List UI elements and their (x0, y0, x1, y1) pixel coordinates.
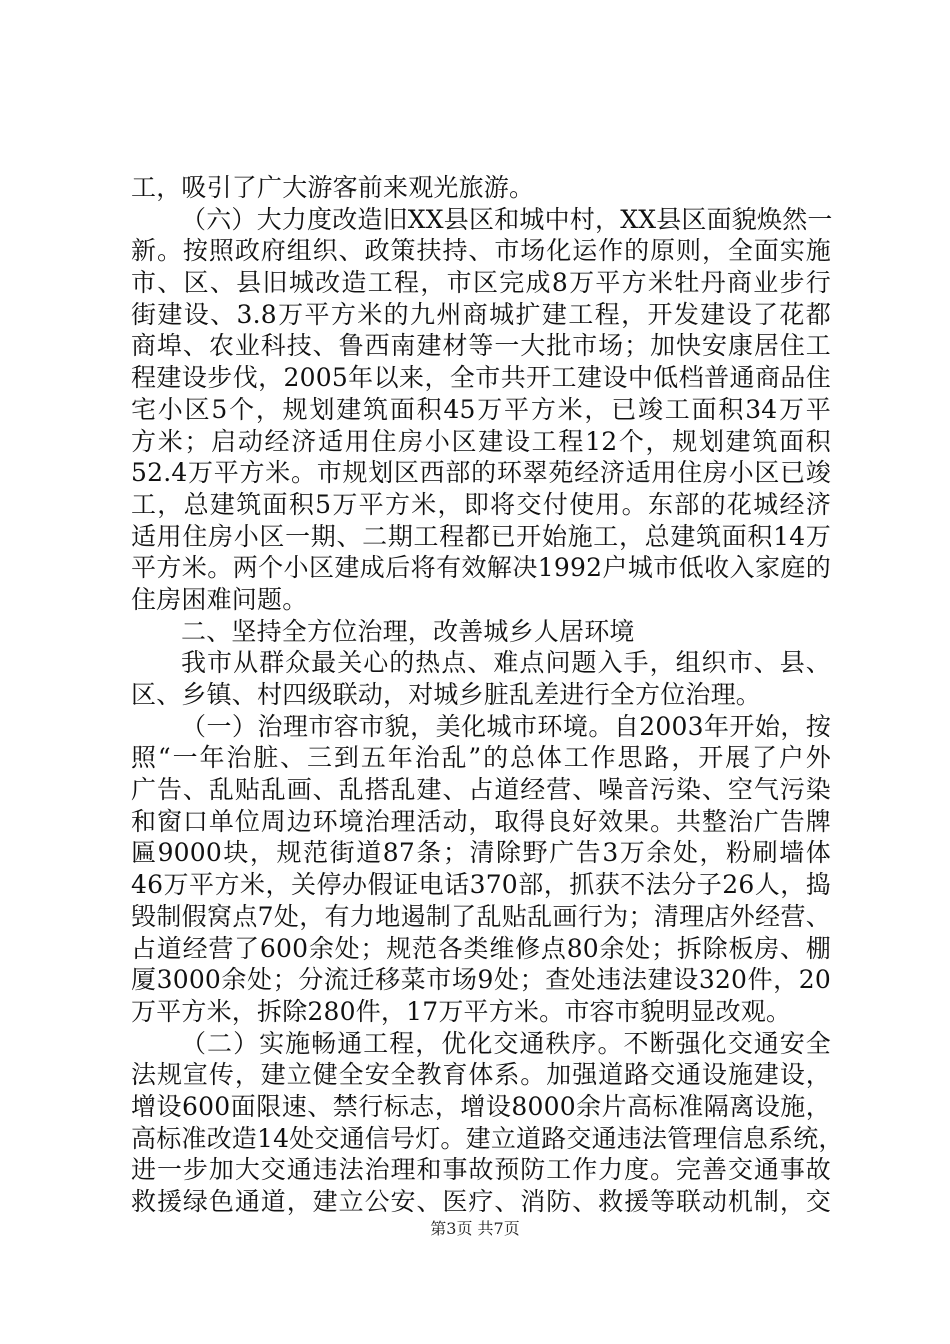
text-line: 宅小区5个，规划建筑面积45万平方米，已竣工面积34万平 (131, 394, 831, 424)
text-line: 工，吸引了广大游客前来观光旅游。 (131, 173, 535, 202)
text-line: 厦3000余处；分流迁移菜市场9处；查处违法建设320件，20 (131, 965, 831, 995)
text-line: 我市从群众最关心的热点、难点问题入手，组织市、县、 (181, 648, 831, 678)
text-line: 52.4万平方米。市规划区西部的环翠苑经济适用住房小区已竣 (131, 458, 831, 488)
text-line: 工，总建筑面积5万平方米，即将交付使用。东部的花城经济 (131, 489, 831, 519)
text-line: 救援绿色通道，建立公安、医疗、消防、救援等联动机制，交 (131, 1187, 831, 1216)
text-line: 程建设步伐，2005年以来，全市共开工建设中低档普通商品住 (131, 363, 831, 393)
text-line: 占道经营了600余处；规范各类维修点80余处；拆除板房、棚 (131, 933, 831, 963)
text-line: 二、坚持全方位治理，改善城乡人居环境 (181, 616, 635, 646)
text-line: 区、乡镇、村四级联动，对城乡脏乱差进行全方位治理。 (131, 680, 762, 709)
text-line: 46万平方米，关停办假证电话370部，抓获不法分子26人，捣 (131, 870, 831, 900)
text-line: 广告、乱贴乱画、乱搭乱建、占道经营、噪音污染、空气污染 (131, 775, 831, 805)
text-line: 市、区、县旧城改造工程，市区完成8万平方米牡丹商业步行 (131, 268, 831, 298)
text-line: 增设600面限速、禁行标志，增设8000余片高标准隔离设施， (131, 1091, 831, 1121)
text-line: （一）治理市容市貌，美化城市环境。自2003年开始，按 (181, 711, 831, 741)
page-number: 第3页 共7页 (430, 1219, 520, 1238)
text-line: 平方米。两个小区建成后将有效解决1992户城市低收入家庭的 (131, 553, 831, 583)
text-line: 进一步加大交通违法治理和事故预防工作力度。完善交通事故 (131, 1155, 831, 1185)
text-line: 商埠、农业科技、鲁西南建材等一大批市场；加快安康居住工 (131, 331, 831, 361)
text-line: （二）实施畅通工程，优化交通秩序。不断强化交通安全 (181, 1028, 831, 1058)
text-line: 高标准改造14处交通信号灯。建立道路交通违法管理信息系统， (131, 1123, 844, 1153)
text-line: 法规宣传，建立健全安全教育体系。加强道路交通设施建设， (131, 1060, 831, 1090)
text-line: （六）大力度改造旧XX县区和城中村，XX县区面貌焕然一 (181, 204, 833, 234)
text-line: 街建设、3.8万平方米的九州商城扩建工程，开发建设了花都 (131, 299, 831, 329)
text-line: 方米；启动经济适用住房小区建设工程12个，规划建筑面积 (131, 426, 831, 456)
text-line: 新。按照政府组织、政策扶持、市场化运作的原则，全面实施 (131, 236, 831, 266)
text-line: 和窗口单位周边环境治理活动，取得良好效果。共整治广告牌 (131, 806, 831, 836)
text-line: 住房困难问题。 (131, 584, 308, 614)
text-line: 照“一年治脏、三到五年治乱”的总体工作思路，开展了户外 (131, 743, 831, 773)
text-line: 适用住房小区一期、二期工程都已开始施工，总建筑面积14万 (131, 521, 831, 551)
text-line: 毁制假窝点7处，有力地遏制了乱贴乱画行为；清理店外经营、 (131, 901, 831, 931)
text-line: 匾9000块，规范街道87条；清除野广告3万余处，粉刷墙体 (131, 838, 831, 868)
document-body (131, 172, 844, 1218)
text-line: 万平方米，拆除280件，17万平方米。市容市貌明显改观。 (131, 996, 792, 1026)
